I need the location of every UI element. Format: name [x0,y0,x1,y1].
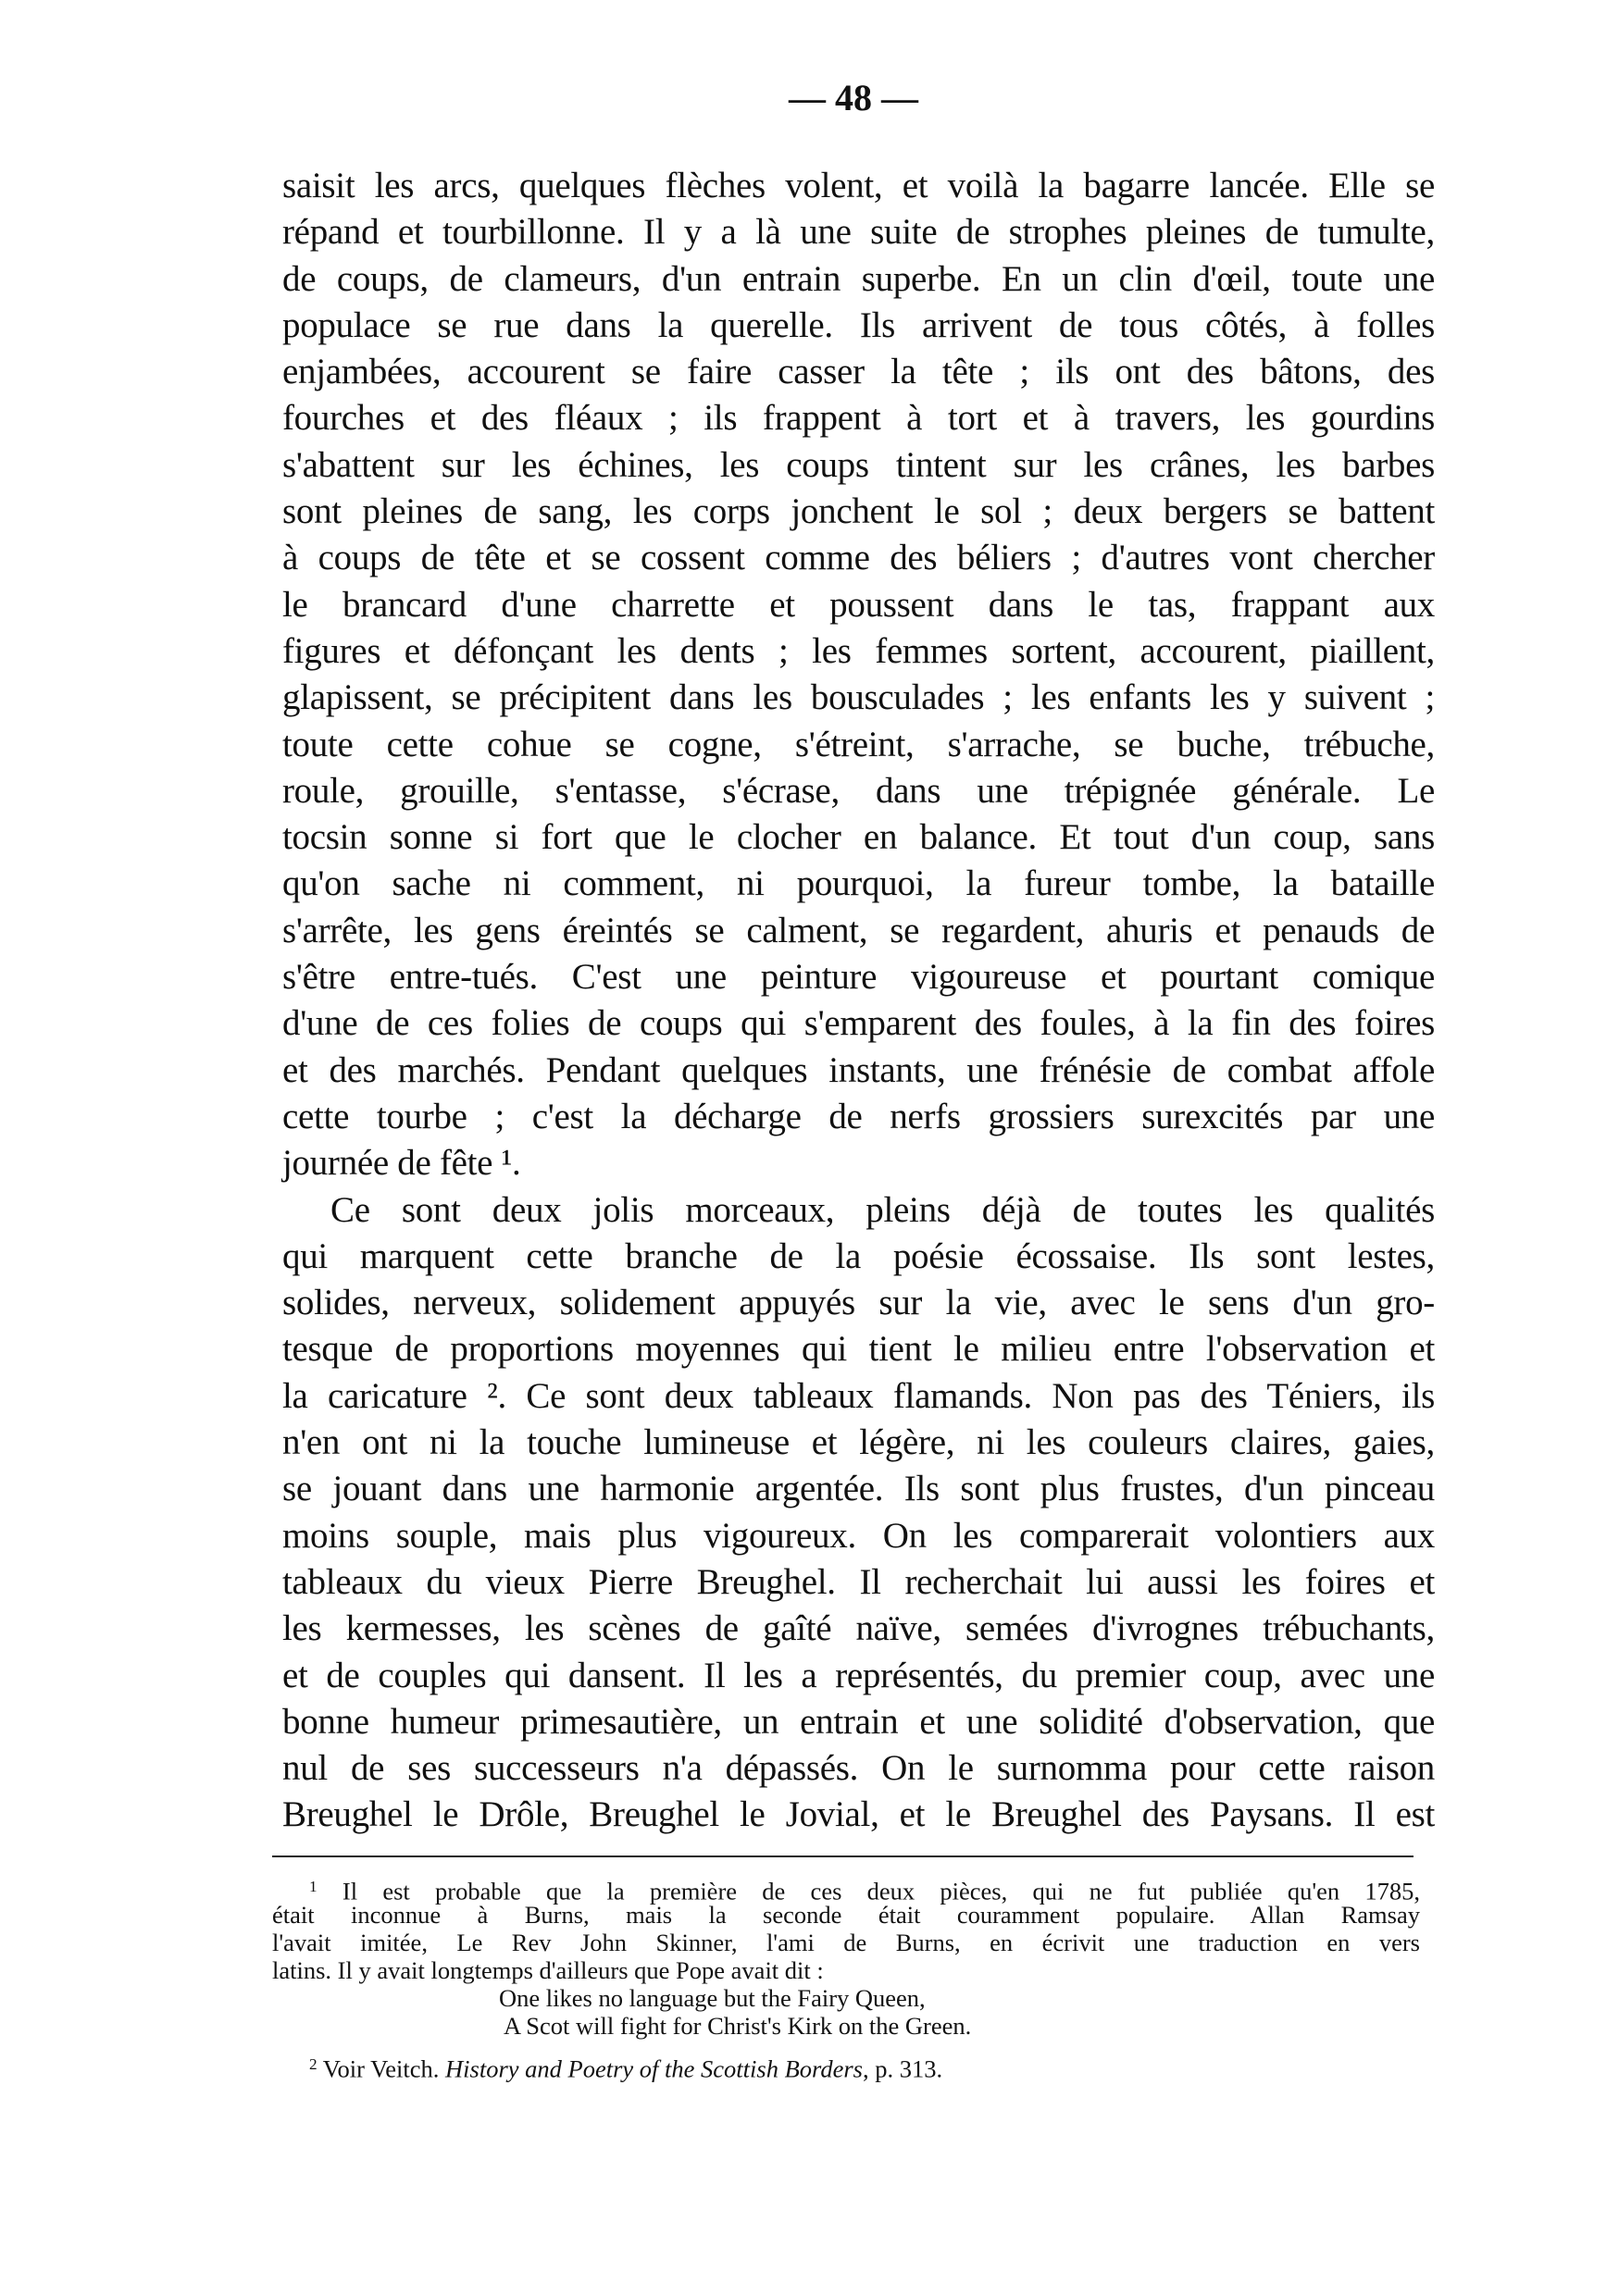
text-line: populace se rue dans la querelle. Ils arrivent de tous côtés, à folles [282,304,1435,345]
text-line: le brancard d'une charrette et poussent dans le tas, frappant aux [282,584,1435,625]
text-line: se jouant dans une harmonie argentée. Ils sont plus frustes, d'un pinceau [282,1469,1435,1509]
footnotes [272,1873,1420,2083]
text-line: sont pleines de sang, les corps jonchent le sol ; deux bergers se battent [282,491,1435,532]
text-line: et des marchés. Pendant quelques instants, une frénésie de combat affole [282,1049,1435,1090]
text-line: les kermesses, les scènes de gaîté naïve, semées d'ivrognes trébuchants, [282,1608,1435,1649]
book-title: History and Poetry of the Scottish Borders [445,2054,863,2083]
text-line: glapissent, se précipitent dans les bousculades ; les enfants les y suivent ; [282,677,1435,718]
footnote-marker: 2 [309,2055,318,2073]
text-line: s'abattent sur les échines, les coups tintent sur les crânes, les barbes [282,444,1435,485]
text-line: n'en ont ni la touche lumineuse et légère, ni les couleurs claires, gaies, [282,1422,1435,1463]
footnote-text: Voir Veitch. [322,2054,446,2083]
text-line: qu'on sache ni comment, ni pourquoi, la fureur tombe, la bataille [282,863,1435,904]
text-line: qui marquent cette branche de la poésie écossaise. Ils sont lestes, [282,1235,1435,1276]
text-line: Ce sont deux jolis morceaux, pleins déjà de toutes les qualités [330,1189,1435,1230]
body-text [282,163,1435,1839]
footnote-text: Il est probable que la première de ces deux pièces, qui ne fut publiée qu'en 1785, [342,1877,1420,1905]
text-line: d'une de ces folies de coups qui s'emparent des foules, à la fin des foires [282,1003,1435,1044]
footnote-line [272,1873,1420,1905]
footnote-marker: 1 [309,1878,318,1895]
verse-line: A Scot will fight for Christ's Kirk on the Green. [504,2012,972,2040]
text-line: s'arrête, les gens éreintés se calment, se regardent, ahuris et penauds de [282,910,1435,950]
footnote-line: l'avait imitée, Le Rev John Skinner, l'ami de Burns, en écrivit une traduction en vers [272,1929,1420,1956]
text-line: bonne humeur primesautière, un entrain et une solidité d'observation, que [282,1701,1435,1742]
text-line: à coups de tête et se cossent comme des béliers ; d'autres vont chercher [282,538,1435,578]
text-line: Breughel le Drôle, Breughel le Jovial, et le Breughel des Paysans. Il est [282,1794,1435,1835]
text-line: saisit les arcs, quelques flèches volent, et voilà la bagarre lancée. Elle se [282,166,1435,205]
paragraph-1 [282,163,1435,1187]
text-line: s'être entre-tués. C'est une peinture vigoureuse et pourtant comique [282,957,1435,998]
text-line: enjambées, accourent se faire casser la tête ; ils ont des bâtons, des [282,352,1435,392]
text-line: nul de ses successeurs n'a dépassés. On le surnomma pour cette raison [282,1748,1435,1789]
text-line: tesque de proportions moyennes qui tient le milieu entre l'observation et [282,1329,1435,1370]
text-line: et de couples qui dansent. Il les a représentés, du premier coup, avec une [282,1655,1435,1695]
text-line: journée de fête ¹. [282,1143,521,1184]
text-line: tocsin sonne si fort que le clocher en balance. Et tout d'un coup, sans [282,817,1435,858]
paragraph-2 [282,1187,1435,1839]
text-line: la caricature ². Ce sont deux tableaux flamands. Non pas des Téniers, ils [282,1375,1435,1416]
footnote-divider [272,1855,1414,1857]
verse-line: One likes no language but the Fairy Queen, [499,1984,926,2012]
footnote-text: , p. 313. [862,2054,943,2083]
text-line: de coups, de clameurs, d'un entrain superbe. En un clin d'œil, toute une [282,258,1435,299]
text-line: moins souple, mais plus vigoureux. On les comparerait volontiers aux [282,1515,1435,1556]
text-line: cette tourbe ; c'est la décharge de nerfs grossiers surexcités par une [282,1096,1435,1136]
page-number: — 48 — [789,77,918,118]
text-line: fourches et des fléaux ; ils frappent à tort et à travers, les gourdins [282,398,1435,439]
text-line: tableaux du vieux Pierre Breughel. Il recherchait lui aussi les foires et [282,1561,1435,1602]
text-line: solides, nerveux, solidement appuyés sur la vie, avec le sens d'un gro- [282,1283,1435,1323]
text-line: toute cette cohue se cogne, s'étreint, s'arrache, se buche, trébuche, [282,724,1435,764]
text-line: répand et tourbillonne. Il y a là une suite de strophes pleines de tumulte, [282,212,1435,253]
footnote-line: latins. Il y avait longtemps d'ailleurs que Pope avait dit : [272,1956,824,1984]
footnote-line: était inconnue à Burns, mais la seconde était couramment populaire. Allan Ramsay [272,1901,1420,1929]
text-line: roule, grouille, s'entasse, s'écrase, dans une trépignée générale. Le [282,770,1435,811]
footnote-2 [272,2051,1420,2083]
footnote-1 [272,1873,1420,1984]
text-line: figures et défonçant les dents ; les femmes sortent, accourent, piaillent, [282,630,1435,671]
